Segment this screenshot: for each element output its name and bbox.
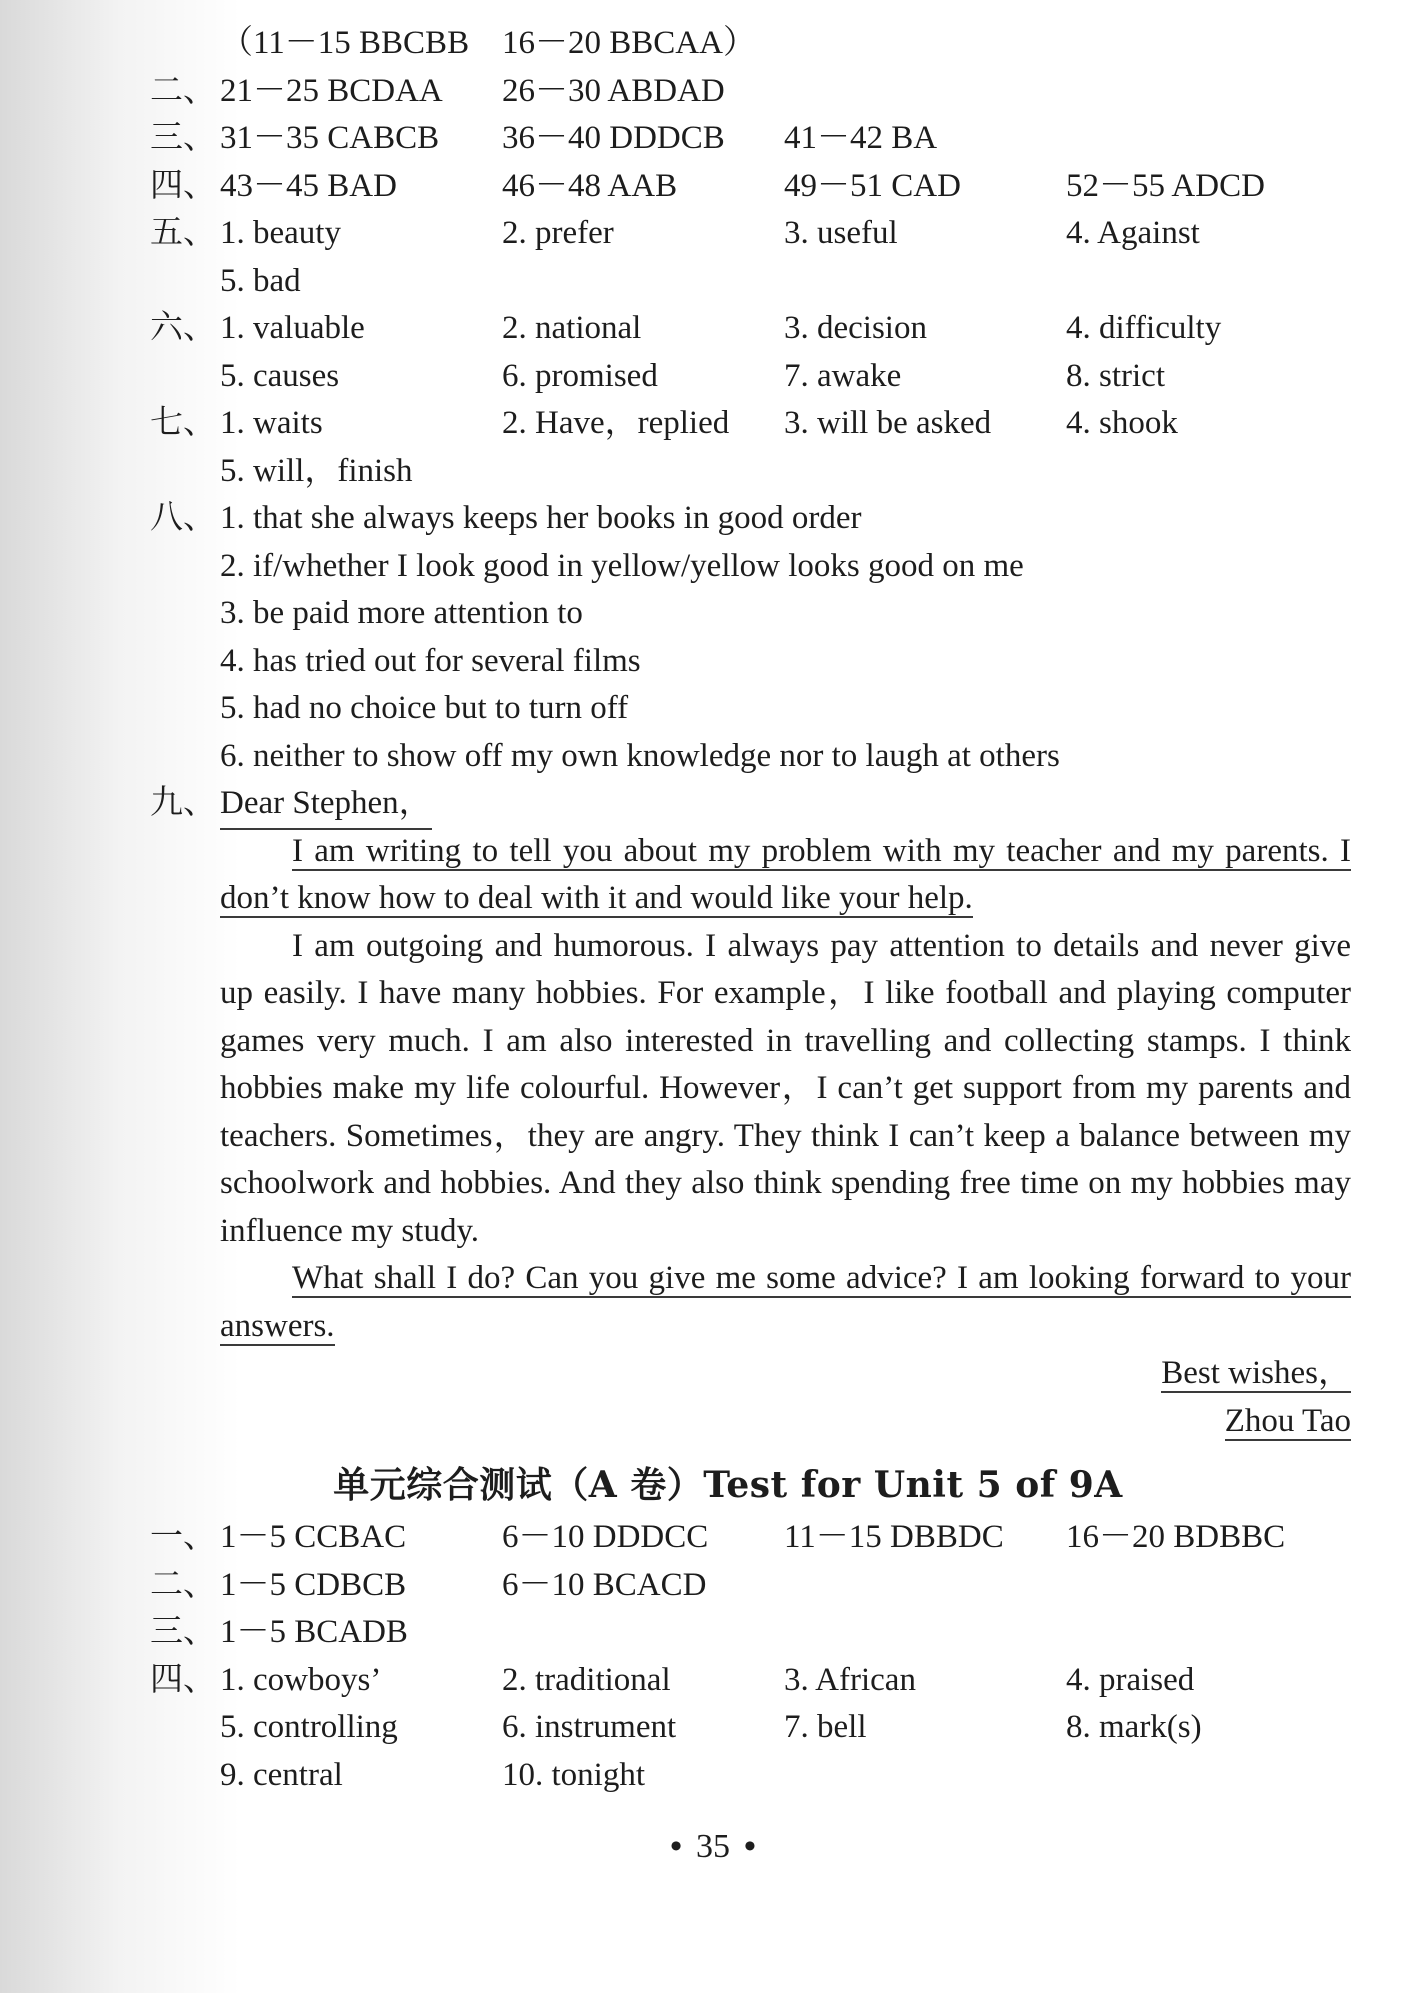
section-number: 三、 (150, 120, 216, 156)
answer-item: 5. bad (220, 262, 301, 299)
answer-item: 1－5 BCADB (220, 1614, 408, 1650)
section-number: 一、 (150, 1519, 216, 1555)
answer-row (150, 495, 1366, 543)
answer-item: 10. tonight (502, 1756, 646, 1793)
answer-item: 6－10 BCACD (502, 1566, 707, 1603)
page-number (0, 1828, 1426, 1866)
answer-row (150, 400, 1366, 448)
answer-item: 2. traditional (502, 1661, 671, 1698)
answer-item: 5. controlling (220, 1709, 398, 1745)
section-number: 二、 (150, 1566, 216, 1603)
answer-item: 31－35 CABCB (220, 120, 440, 156)
answer-item: 26－30 ABDAD (502, 72, 725, 109)
answer-sentence: 3. be paid more attention to (220, 595, 583, 631)
section-number: 三、 (150, 1614, 216, 1650)
answer-rows (150, 20, 1366, 780)
section-number: 九、 (150, 785, 216, 821)
letter-signature: Zhou Tao (1224, 1402, 1351, 1439)
answer-item: 16－20 BBCAA） (502, 25, 756, 61)
answer-row (150, 543, 1366, 591)
answer-sentence: 6. neither to show off my own knowledge nor to laugh at others (220, 737, 1060, 774)
answer-row (150, 590, 1366, 638)
section-number: 七、 (150, 405, 216, 441)
answer-item: 52－55 ADCD (1066, 167, 1265, 204)
answer-sentence: 4. has tried out for several films (220, 642, 641, 679)
answer-row (150, 163, 1366, 211)
answer-row (150, 448, 1366, 496)
page-number-dot-left: • (670, 1828, 682, 1865)
answer-item: 3. African (784, 1661, 916, 1698)
answer-item: 43－45 BAD (220, 167, 397, 204)
letter-intro: I am writing to tell you about my problem with my teacher and my parents. I don’t know how to deal with it and would like your help. (220, 832, 1351, 916)
letter-block (150, 780, 1366, 1445)
answer-row (150, 353, 1366, 401)
answer-item: 49－51 CAD (784, 167, 961, 204)
answer-item: 7. awake (784, 357, 902, 394)
letter-body: I am outgoing and humorous. I always pay attention to details and never give up easily. I have many hobbies. For example，I like football and playing computer games very much. I am also interested in travelling and collecting stamps. I think hobbies make my life colourful. However，I can’t get support from my parents and teachers. Sometimes，they are angry. They think I can’t keep a balance between my schoolwork and hobbies. And they also think spending free time on my hobbies may influence my study. (220, 927, 1351, 1249)
section-number: 八、 (150, 500, 216, 536)
answer-row (150, 305, 1366, 353)
answer-sentence: 5. had no choice but to turn off (220, 690, 629, 726)
section-number: 六、 (150, 310, 216, 346)
section-number: 二、 (150, 72, 216, 109)
answer-item: 16－20 BDBBC (1066, 1519, 1286, 1555)
section-number: 五、 (150, 215, 216, 251)
answer-item: 5. will，finish (220, 452, 413, 489)
answer-row (150, 1562, 1366, 1610)
answer-sentence: 1. that she always keeps her books in good order (220, 500, 862, 536)
answer-row (150, 68, 1366, 116)
answer-row (150, 1657, 1366, 1705)
answer-item: 7. bell (784, 1709, 867, 1745)
answer-item: 6. promised (502, 357, 658, 394)
page-number-dot-right: • (744, 1828, 756, 1865)
answer-item: 6. instrument (502, 1709, 677, 1745)
answer-item: 9. central (220, 1756, 343, 1793)
answer-item: 41－42 BA (784, 120, 938, 156)
answer-item: 2. prefer (502, 215, 614, 251)
answer-item: 36－40 DDDCB (502, 120, 725, 156)
answer-item: （11－15 BBCBB (220, 25, 470, 61)
section-answer-rows (150, 1514, 1366, 1799)
answer-item: 3. will be asked (784, 405, 992, 441)
letter-signoff: Best wishes， (1161, 1355, 1351, 1391)
section-number: 四、 (150, 1661, 216, 1698)
answer-row (150, 733, 1366, 781)
answer-row (150, 1514, 1366, 1562)
answer-item: 5. causes (220, 357, 340, 394)
answer-row (150, 210, 1366, 258)
answer-item: 1. valuable (220, 310, 365, 346)
answer-item: 1－5 CDBCB (220, 1566, 407, 1603)
answer-row (150, 20, 1366, 68)
answer-row (150, 685, 1366, 733)
answer-item: 4. shook (1066, 405, 1178, 441)
answer-row (150, 115, 1366, 163)
answer-item: 11－15 DBBDC (784, 1519, 1004, 1555)
answer-item: 1. waits (220, 405, 323, 441)
answer-item: 1. cowboys’ (220, 1661, 382, 1698)
answer-item: 1－5 CCBAC (220, 1519, 407, 1555)
answer-item: 6－10 DDDCC (502, 1519, 709, 1555)
answer-item: 3. decision (784, 310, 927, 346)
answer-item: 2. national (502, 310, 642, 346)
answer-item: 46－48 AAB (502, 167, 678, 204)
page-number-value: 35 (696, 1828, 730, 1865)
answer-item: 4. praised (1066, 1661, 1195, 1698)
answer-row (150, 638, 1366, 686)
answer-item: 3. useful (784, 215, 898, 251)
letter-salutation: Dear Stephen， (220, 780, 432, 830)
answer-row (150, 1609, 1366, 1657)
answer-row (150, 1704, 1366, 1752)
answer-sentence: 2. if/whether I look good in yellow/yellow looks good on me (220, 547, 1024, 584)
answer-row (150, 258, 1366, 306)
answer-item: 21－25 BCDAA (220, 72, 443, 109)
section-number: 四、 (150, 167, 216, 204)
answer-item: 8. mark(s) (1066, 1709, 1202, 1745)
answer-row (150, 1752, 1366, 1800)
letter-closing: What shall I do? Can you give me some advice? I am looking forward to your answers. (220, 1260, 1351, 1344)
answer-item: 4. difficulty (1066, 310, 1222, 346)
section-title: 单元综合测试（A 卷）Test for Unit 5 of 9A (333, 1464, 1123, 1506)
answer-item: 2. Have，replied (502, 405, 730, 441)
answer-item: 1. beauty (220, 215, 341, 251)
answer-item: 8. strict (1066, 357, 1165, 394)
answer-item: 4. Against (1066, 215, 1200, 251)
